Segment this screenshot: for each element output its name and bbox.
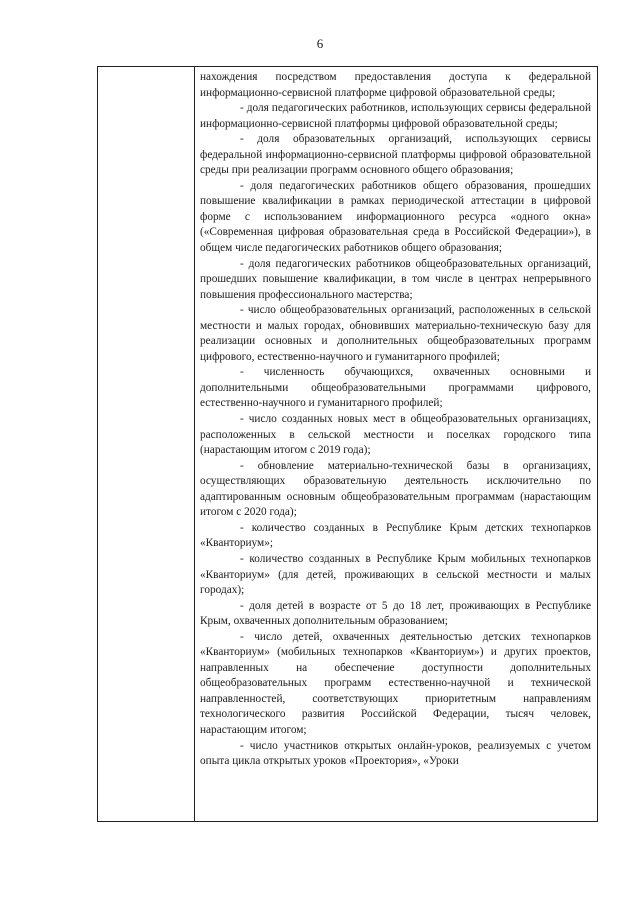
paragraph-online-lessons: - число участников открытых онлайн-уроков, реализуемых с учетом опыта цикла открытых уроков «Проектория», «Уроки	[200, 739, 591, 768]
table-right-cell	[195, 67, 597, 821]
paragraph-ped-workers-services: - доля педагогических работников, использующих сервисы федеральной информационно-сервисной платформы цифровой образовательной среды;	[200, 102, 591, 130]
paragraph-kvantorium-parks: - количество созданных в Республике Крым детских технопарков «Кванториум»;	[200, 521, 591, 550]
paragraph-students-count: - численность обучающихся, охваченных основными и дополнительными общеобразовательными программами цифрового, естественно-научного и гуманитарного профилей;	[200, 366, 591, 410]
document-table	[97, 66, 598, 822]
paragraph-continuation: нахождения посредством предоставления доступа к федеральной информационно-сервисной платформе цифровой образовательной среды;	[200, 71, 591, 99]
paragraph-rural-orgs: - число общеобразовательных организаций, расположенных в сельской местности и малых городах, обновивших материально-техническую базу для реализации основных и дополнительных общеобразовательных программ цифрового, естественно-научного и гуманитарного профилей;	[200, 304, 591, 363]
paragraph-children-share: - доля детей в возрасте от 5 до 18 лет, проживающих в Республике Крым, охваченных дополнительным образованием;	[200, 599, 591, 628]
paragraph-qualification-share: - доля педагогических работников общеобразовательных организаций, прошедших повышение квалификации, в том числе в центрах непрерывного повышения профессионального мастерства;	[200, 257, 591, 301]
paragraph-attestation-share: - доля педагогических работников общего образования, прошедших повышение квалификации в рамках периодической аттестации в цифровой форме с использованием информационного ресурса «одного окна» («Современная цифровая образовательная среда в Российской Федерации»), в общем числе педагогических работников общего образования;	[200, 179, 591, 255]
paragraph-children-count: - число детей, охваченных деятельностью детских технопарков «Кванториум» (мобильных технопарков «Кванториум») и других проектов, направленных на обеспечение доступности дополнительных общеобразовательных программ естественно-научной и технической направленностей, соответствующих приоритетным направлениям технологического развития Российской Федерации, тысяч человек, нарастающим итогом;	[200, 630, 591, 736]
table-left-cell	[98, 67, 195, 821]
paragraph-adapted-programs: - обновление материально-технической базы в организациях, осуществляющих образовательную деятельность исключительно по адаптированным основным общеобразовательным программам (нарастающим итогом с 2020 года);	[200, 459, 591, 519]
paragraph-orgs-services: - доля образовательных организаций, использующих сервисы федеральной информационно-сервисной платформы цифровой образовательной среды при реализации программ основного общего образования;	[200, 133, 591, 177]
paragraph-mobile-kvantorium: - количество созданных в Республике Крым мобильных технопарков «Кванториум» (для детей, проживающих в сельской местности и малых городах);	[200, 552, 591, 597]
paragraph-new-places: - число созданных новых мест в общеобразовательных организациях, расположенных в сельской местности и поселках городского типа (нарастающим итогом с 2019 года);	[200, 413, 591, 457]
page-number: 6	[316, 36, 324, 51]
